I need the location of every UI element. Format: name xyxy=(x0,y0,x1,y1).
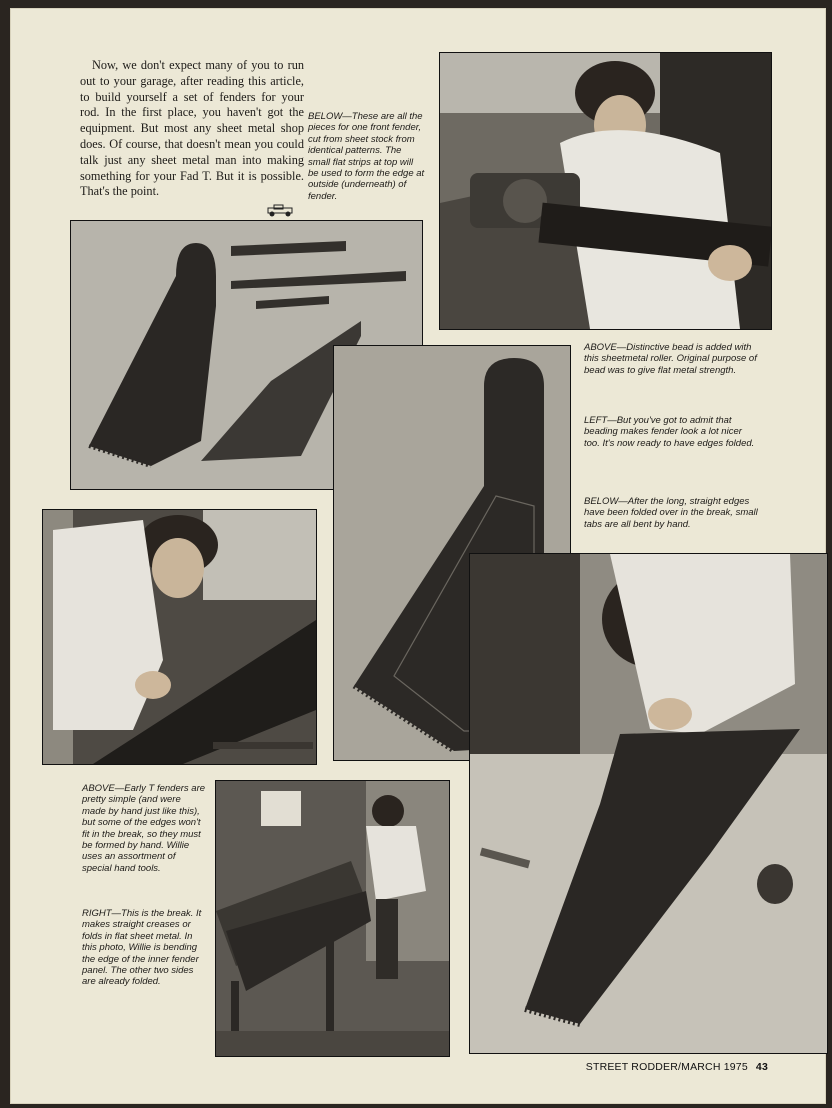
photo-hand-forming xyxy=(42,509,317,765)
photo-bending-tabs xyxy=(469,553,828,1054)
magazine-page xyxy=(10,8,826,1104)
photo-sheet-metal-break xyxy=(215,780,450,1057)
caption-below-pieces: BELOW—These are all the pieces for one front fender, cut from sheet stock from identical patterns. The small flat strips at top will be used to form the edge at outside (underneath) of fender. xyxy=(308,111,425,202)
caption-below-tabs: BELOW—After the long, straight edges have been folded over in the break, small tabs are all bent by hand. xyxy=(584,496,758,530)
page-number: 43 xyxy=(755,1061,768,1073)
caption-left-beading: LEFT—But you've got to admit that beading makes fender look a lot nicer too. It's now ready to have edges folded. xyxy=(584,415,755,449)
caption-above-early-t: ABOVE—Early T fenders are pretty simple (and were made by hand just like this), but some of the edges won't fit in the break, so they must be formed by hand. Willie uses an assortment of special hand tools. xyxy=(82,783,206,874)
caption-above-bead: ABOVE—Distinctive bead is added with this sheetmetal roller. Original purpose of bead was to give flat metal strength. xyxy=(584,342,757,376)
car-logo-icon xyxy=(266,204,300,218)
photo-bead-roller xyxy=(439,52,772,330)
magazine-issue: STREET RODDER/MARCH 1975 xyxy=(585,1061,748,1073)
caption-right-break: RIGHT—This is the break. It makes straight creases or folds in flat sheet metal. In this photo, Willie is bending the edge of the inner fender panel. The other two sides are already folded. xyxy=(82,908,202,988)
intro-paragraph: Now, we don't expect many of you to run out to your garage, after reading this article, to build yourself a set of fenders for your rod. In the first place, you haven't got the equipment. But most any sheet metal shop does. Of course, that doesn't mean you could talk just any sheet metal man into making something for your Fad T. But it is possible. That's the point. xyxy=(80,58,304,199)
page-footer xyxy=(586,1061,768,1073)
